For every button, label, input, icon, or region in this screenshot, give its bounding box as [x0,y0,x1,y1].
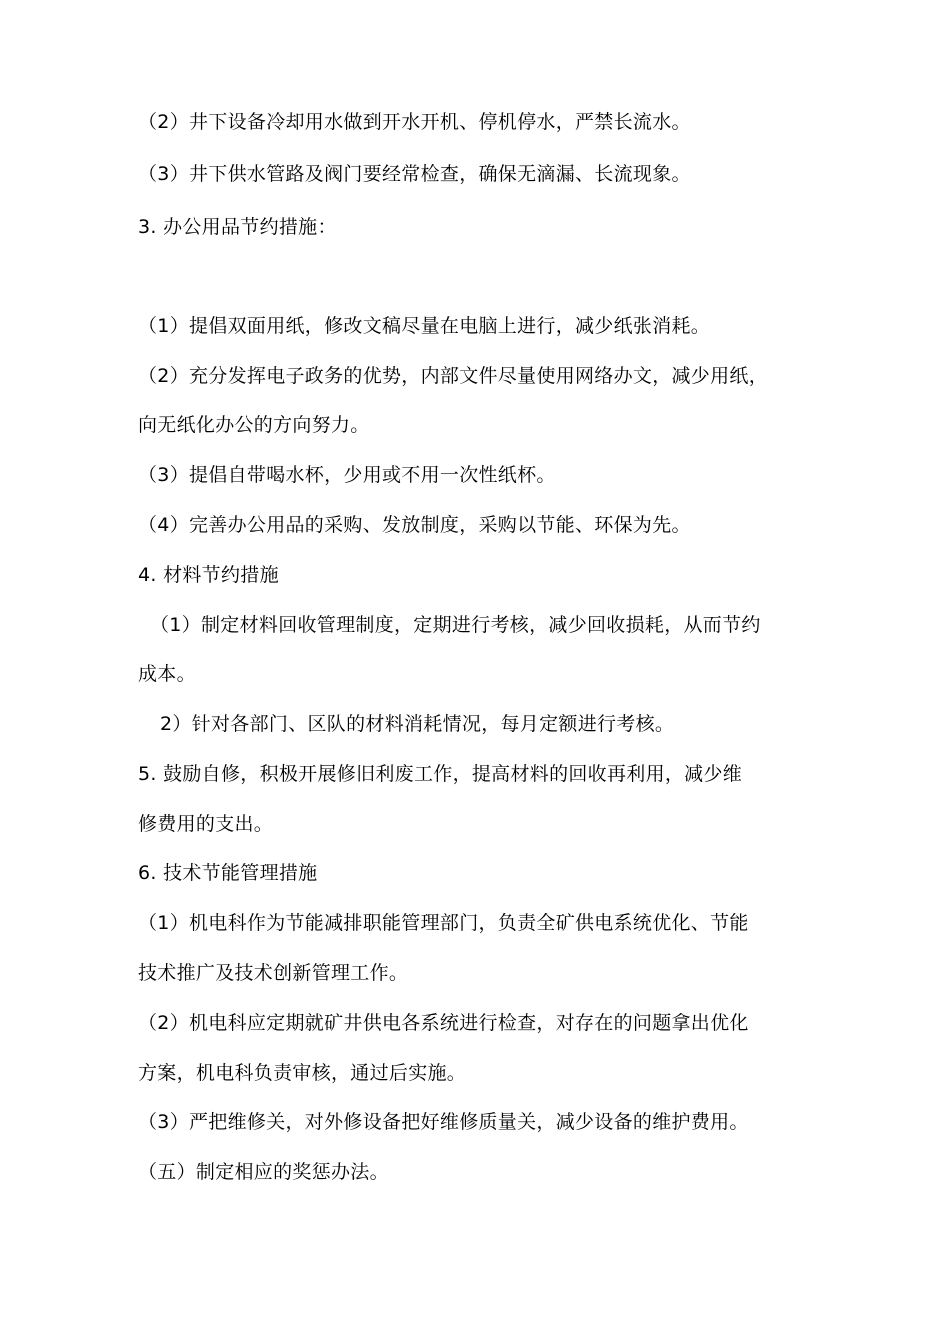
paragraph-line: 2）针对各部门、区队的材料消耗情况，每月定额进行考核。 [160,713,675,735]
paragraph-line: （1）制定材料回收管理制度，定期进行考核，减少回收损耗，从而节约 [150,614,761,636]
section-heading: 4. 材料节约措施 [138,564,279,586]
section-heading: 5. 鼓励自修，积极开展修旧利废工作，提高材料的回收再利用，减少维 [138,763,743,785]
paragraph-line: （3）提倡自带喝水杯，少用或不用一次性纸杯。 [138,464,556,486]
paragraph-line: （1）机电科作为节能减排职能管理部门，负责全矿供电系统优化、节能 [138,912,749,934]
section-heading: 3. 办公用品节约措施： [138,216,337,238]
paragraph-line: 修费用的支出。 [138,813,274,835]
paragraph-line: （2）充分发挥电子政务的优势，内部文件尽量使用网络办文，减少用纸， [138,365,768,387]
paragraph-line: （2）机电科应定期就矿井供电各系统进行检查，对存在的问题拿出优化 [138,1012,749,1034]
paragraph-line: （3）严把维修关，对外修设备把好维修质量关，减少设备的维护费用。 [138,1111,749,1133]
paragraph-line: （4）完善办公用品的采购、发放制度，采购以节能、环保为先。 [138,514,691,536]
section-heading: 6. 技术节能管理措施 [138,862,318,884]
paragraph-line: 向无纸化办公的方向努力。 [138,414,370,436]
paragraph-line: 成本。 [138,663,196,685]
section-heading: （五）制定相应的奖惩办法。 [138,1161,389,1183]
paragraph-line: （1）提倡双面用纸，修改文稿尽量在电脑上进行，减少纸张消耗。 [138,315,711,337]
paragraph-line: （2）井下设备冷却用水做到开水开机、停机停水，严禁长流水。 [138,111,691,133]
paragraph-line: 技术推广及技术创新管理工作。 [138,962,409,984]
paragraph-line: 方案，机电科负责审核，通过后实施。 [138,1062,467,1084]
paragraph-line: （3）井下供水管路及阀门要经常检查，确保无滴漏、长流现象。 [138,163,691,185]
